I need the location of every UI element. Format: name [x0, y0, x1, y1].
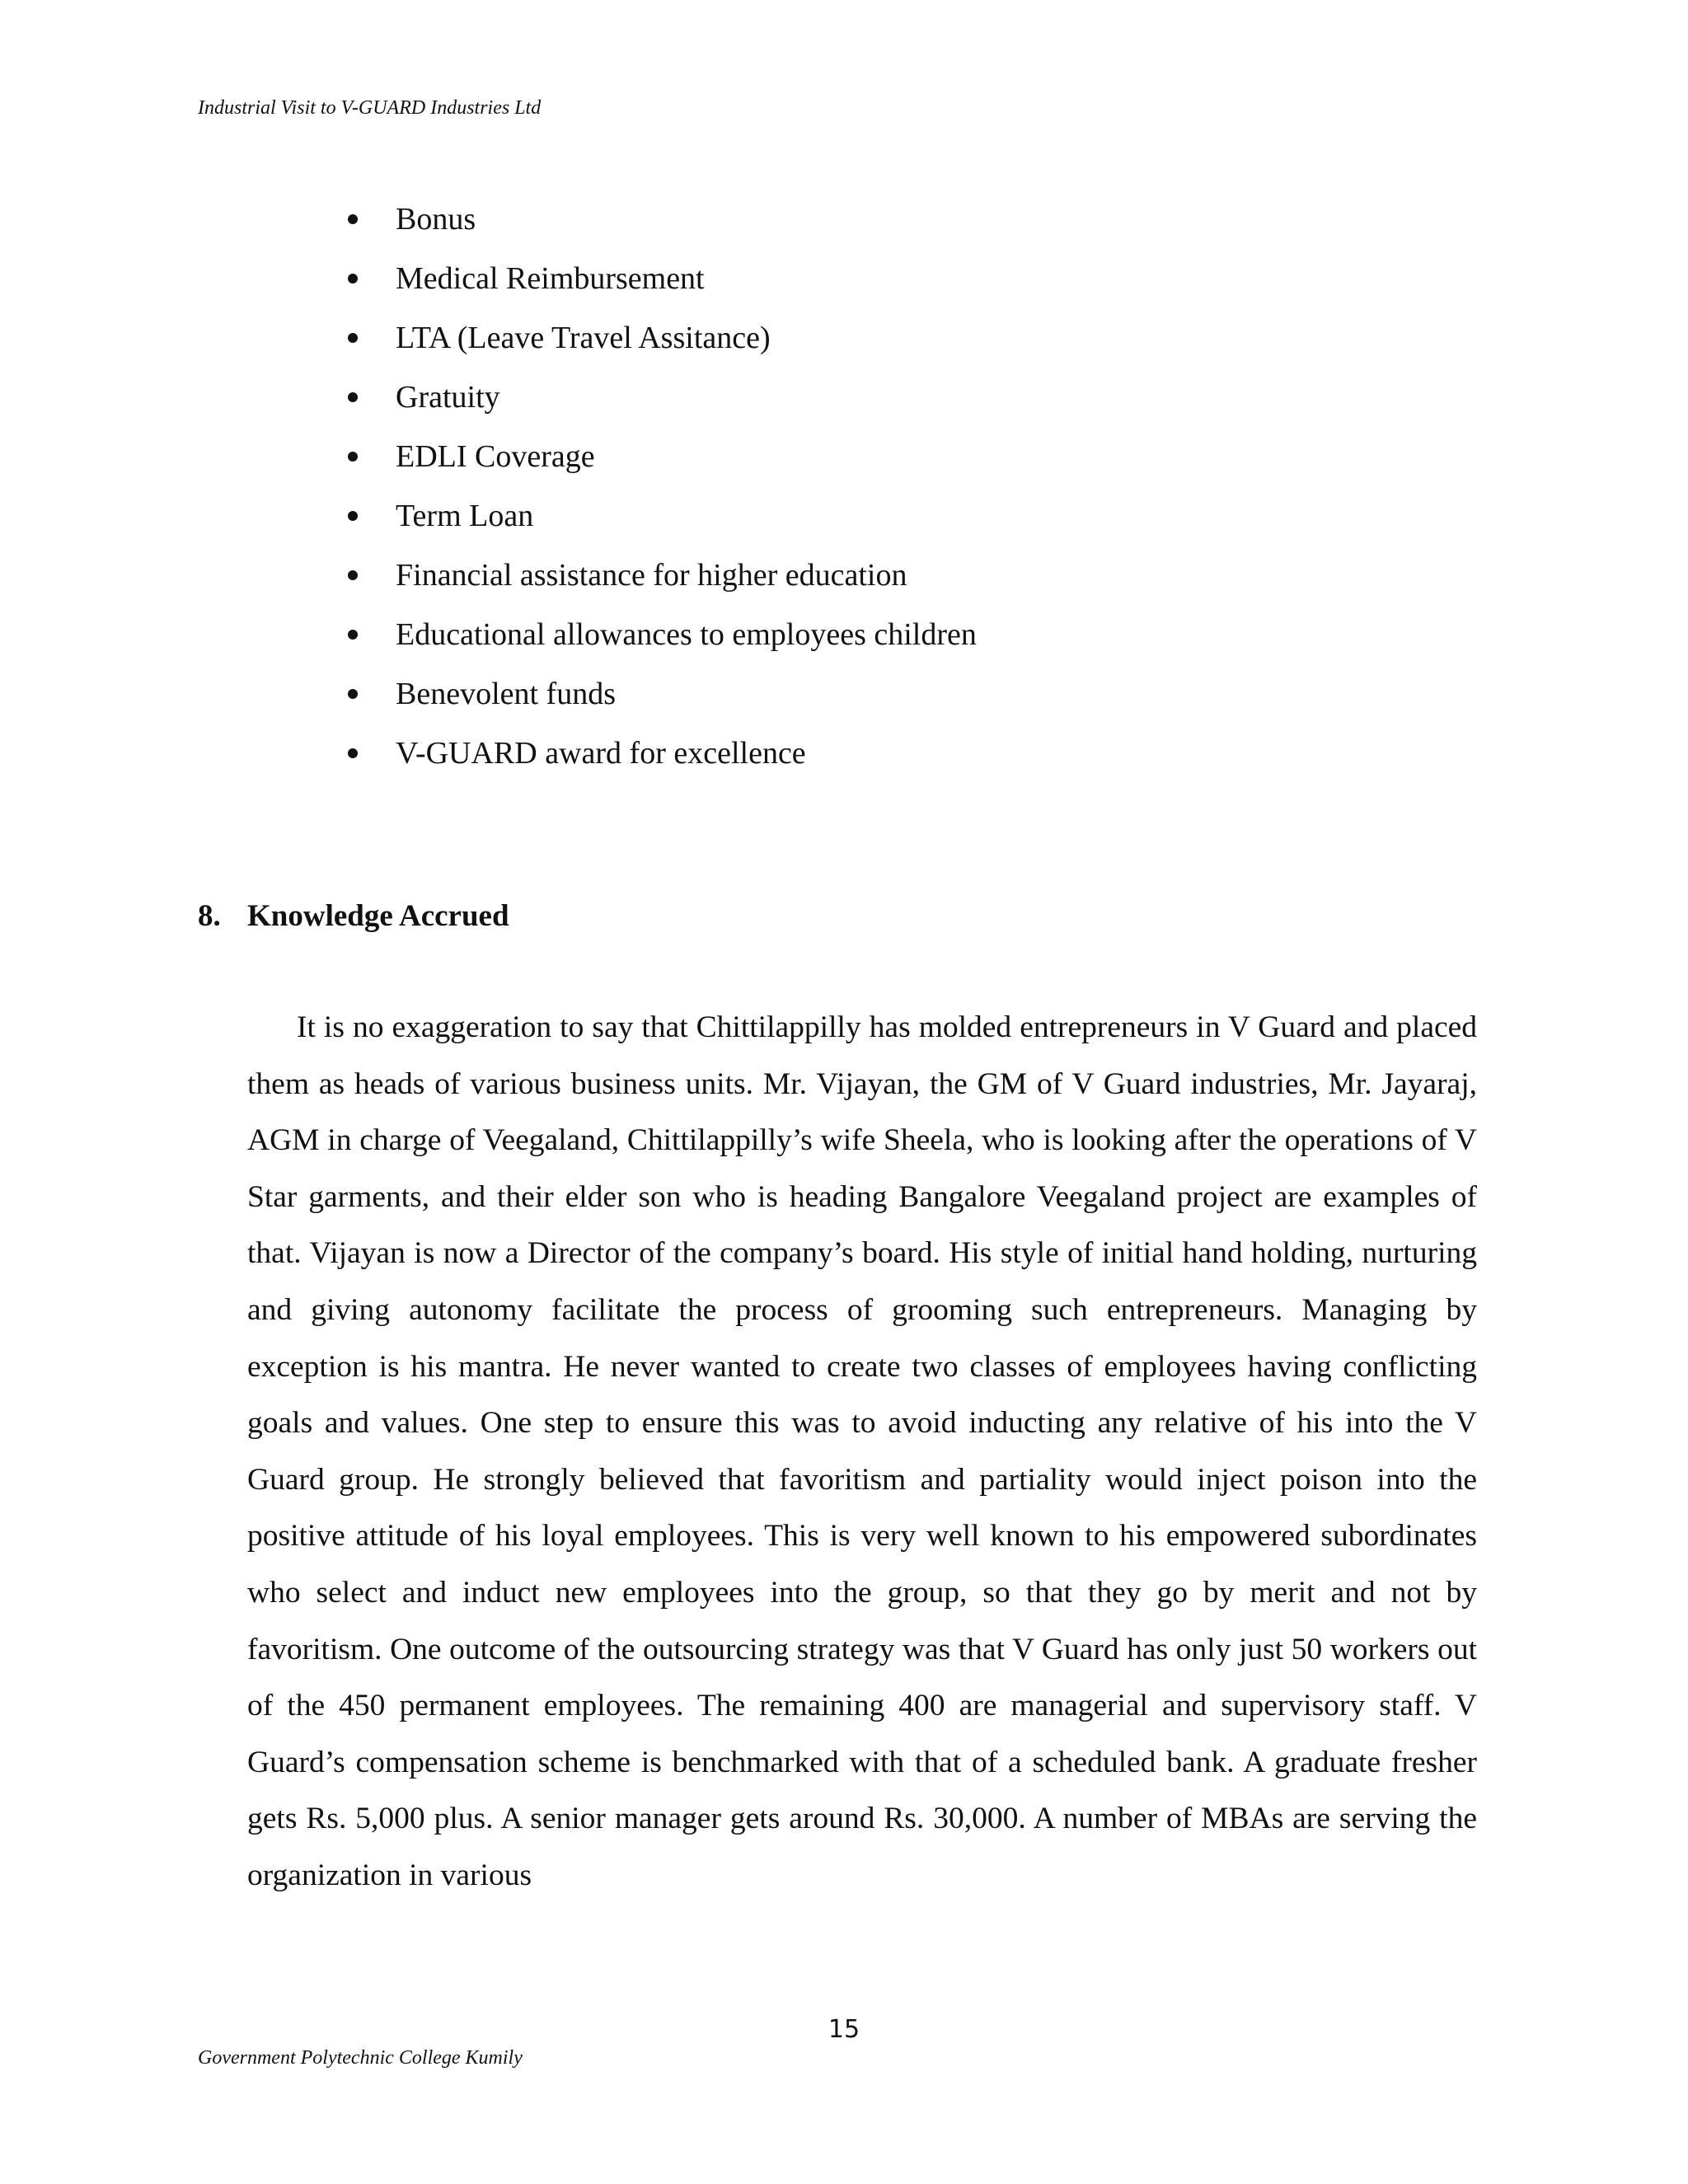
- list-item: [346, 374, 977, 434]
- list-item-text: Bonus: [396, 202, 476, 237]
- bullet-icon: [348, 392, 358, 402]
- section-title: Knowledge Accrued: [247, 899, 509, 933]
- benefits-list: [346, 196, 977, 790]
- section-heading: [198, 898, 509, 934]
- list-item: [346, 315, 977, 374]
- list-item: [346, 552, 977, 612]
- bullet-icon: [348, 689, 358, 699]
- list-item-text: Benevolent funds: [396, 677, 617, 711]
- list-item-text: V-GUARD award for excellence: [396, 736, 806, 771]
- bullet-icon: [348, 630, 358, 640]
- list-item: [346, 671, 977, 730]
- bullet-icon: [348, 274, 358, 284]
- running-footer: Government Polytechnic College Kumily: [198, 2047, 523, 2069]
- bullet-icon: [348, 511, 358, 521]
- bullet-icon: [348, 570, 358, 580]
- list-item: [346, 196, 977, 255]
- list-item-text: Educational allowances to employees children: [396, 617, 977, 652]
- page-number: 15: [828, 2015, 860, 2044]
- section-paragraph: It is no exaggeration to say that Chittilappilly has molded entrepreneurs in V Guard and placed them as heads of various business units. Mr. Vijayan, the GM of V Guard industries, Mr. Jayaraj, AGM in charge of Veegaland, Chittilappilly’s wife Sheela, who is looking after the operations of V Star garments, and their elder son who is heading Bangalore Veegaland project are examples of that. Vijayan is now a Director of the company’s board. His style of initial hand holding, nurturing and giving autonomy facilitate the process of grooming such entrepreneurs. Managing by exception is his mantra. He never wanted to create two classes of employees having conflicting goals and values. One step to ensure this was to avoid inducting any relative of his into the V Guard group. He strongly believed that favoritism and partiality would inject poison into the positive attitude of his loyal employees. This is very well known to his empowered subordinates who select and induct new employees into the group, so that they go by merit and not by favoritism. One outcome of the outsourcing strategy was that V Guard has only just 50 workers out of the 450 permanent employees. The remaining 400 are managerial and supervisory staff. V Guard’s compensation scheme is benchmarked with that of a scheduled bank. A graduate fresher gets Rs. 5,000 plus. A senior manager gets around Rs. 30,000. A number of MBAs are serving the organization in various: [247, 1010, 1477, 1892]
- list-item: [346, 493, 977, 552]
- list-item: [346, 730, 977, 790]
- bullet-icon: [348, 748, 358, 758]
- list-item-text: Financial assistance for higher education: [396, 558, 907, 593]
- running-header: Industrial Visit to V-GUARD Industries Ltd: [198, 97, 542, 119]
- list-item-text: Gratuity: [396, 380, 500, 415]
- list-item: [346, 434, 977, 493]
- bullet-icon: [348, 452, 358, 462]
- bullet-icon: [348, 333, 358, 343]
- section-number: 8.: [198, 899, 221, 933]
- list-item-text: Medical Reimbursement: [396, 261, 705, 296]
- list-item-text: LTA (Leave Travel Assitance): [396, 321, 771, 355]
- list-item-text: EDLI Coverage: [396, 439, 595, 474]
- bullet-icon: [348, 214, 358, 224]
- list-item: [346, 255, 977, 315]
- list-item: [346, 612, 977, 671]
- list-item-text: Term Loan: [396, 499, 534, 533]
